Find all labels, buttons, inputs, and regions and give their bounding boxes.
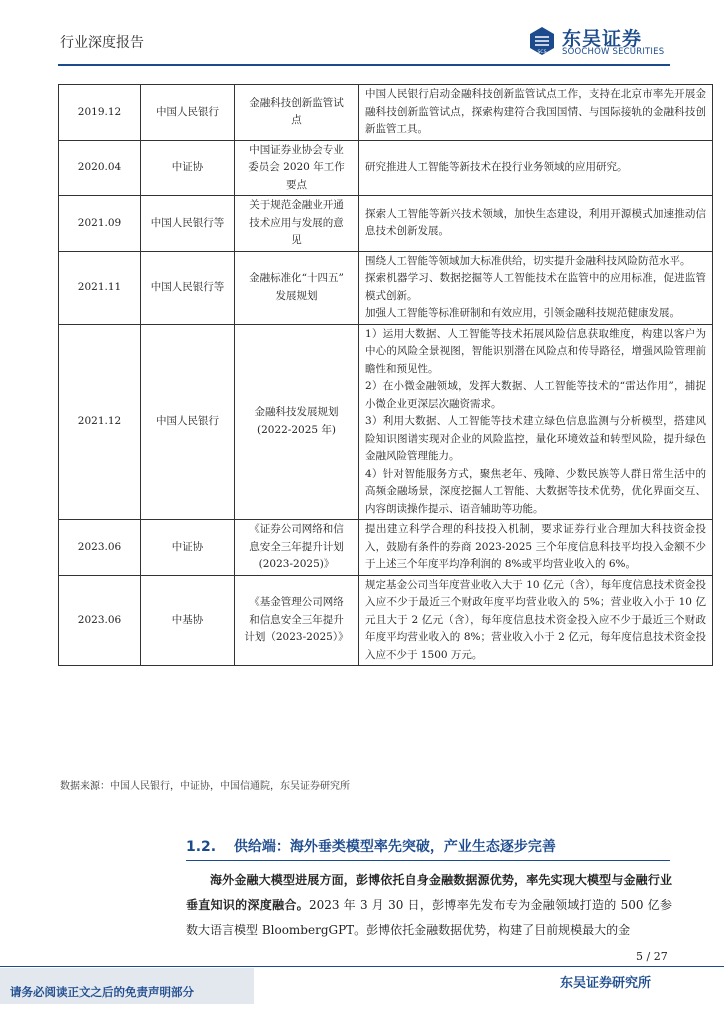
cell-content — [359, 140, 713, 196]
table-row — [59, 520, 713, 576]
footer-institute: 东吴证券研究所 — [560, 976, 652, 991]
data-source-note: 数据来源：中国人民银行，中证协，中国信通院，东吴证券研究所 — [60, 781, 350, 792]
policy-line: 关于规范金融业开通 — [249, 199, 344, 211]
content-paragraph: 1）运用大数据、人工智能等技术拓展风险信息获取维度，构建以客户为中心的风险全景视图，智能识别潜在风险点和传导路径，增强风险管理前瞻性和预见性。 — [365, 327, 706, 375]
section-title — [186, 836, 556, 856]
cell-org: 中国人民银行 — [141, 324, 235, 520]
cell-policy — [235, 140, 359, 196]
policy-line: 发展规划 — [275, 289, 318, 302]
policy-line: 和信息安全三年提升 — [249, 613, 344, 626]
cell-date: 2023.06 — [59, 575, 141, 666]
cell-org: 中国人民银行 — [141, 85, 235, 141]
policy-line: 金融科技发展规划 — [254, 406, 339, 419]
cell-date: 2021.09 — [59, 196, 141, 252]
table-row — [59, 140, 713, 196]
cell-policy — [235, 196, 359, 252]
policy-table — [58, 84, 713, 666]
content-paragraph: 研究推进人工智能等新技术在投行业务领域的应用研究。 — [365, 161, 628, 173]
cell-date: 2023.06 — [59, 520, 141, 576]
cell-date: 2020.04 — [59, 140, 141, 196]
content-paragraph: 加强人工智能等标准研制和有效应用，引领金融科技规范健康发展。 — [365, 307, 680, 319]
policy-line: 技术应用与发展的意 — [249, 216, 344, 229]
cell-policy — [235, 575, 359, 666]
section-rule — [186, 860, 670, 861]
policy-line: 《证券公司网络和信 — [249, 523, 344, 535]
cell-org: 中基协 — [141, 575, 235, 666]
cell-org: 中国人民银行等 — [141, 251, 235, 324]
content-paragraph: 中国人民银行启动金融科技创新监管试点工作，支持在北京市率先开展金融科技创新监管试点，探索构建符合我国国情、与国际接轨的金融科技创新监管工具。 — [365, 88, 706, 135]
policy-line: 金融标准化“十四五” — [249, 272, 344, 284]
cell-org: 中证协 — [141, 520, 235, 576]
content-paragraph: 探索人工智能等新兴技术领域，加快生态建设，利用开源模式加速推动信息技术创新发展。 — [365, 207, 706, 238]
table-row — [59, 196, 713, 252]
content-paragraph: 提出建立科学合理的科技投入机制，要求证券行业合理加大科技资金投入，鼓励有条件的券商 2023-2025 三个年度信息科技平均投入金额不少于上述三个年度平均净利润的 8%或平均营业收入的 6%。 — [365, 523, 706, 570]
cell-date: 2021.12 — [59, 324, 141, 520]
cell-content — [359, 85, 713, 141]
content-paragraph: 规定基金公司当年度营业收入大于 10 亿元（含），每年度信息技术资金投入应不少于最近三个财政年度平均营业收入的 5%；营业收入小于 10 亿元且大于 2 亿元（含），每年度信息技术资金投入应不少于最近三个财政年度平均营业收入的 8%；营业收入小于 2 亿元，每年度信息技术资金投入应不少于 1500 万元。 — [365, 578, 706, 661]
policy-line: 点 — [291, 114, 302, 127]
policy-line: 金融科技创新监管试 — [249, 96, 344, 109]
section-number: 1.2. — [186, 839, 217, 855]
table-row — [59, 85, 713, 141]
content-paragraph: 4）针对智能服务方式，聚焦老年、残障、少数民族等人群日常生活中的高频金融场景，深度挖掘人工智能、大数据等技术优势，优化界面交互、内容朗读操作提示、语音辅助等功能。 — [365, 467, 706, 515]
logo-mark-text: SCS — [537, 50, 547, 55]
body-paragraph — [186, 868, 672, 943]
logo-cn-text: 东吴证券 — [562, 28, 643, 50]
logo-en-text: SOOCHOW SECURITIES — [562, 47, 665, 57]
content-paragraph: 围绕人工智能等领域加大标准供给，切实提升金融科技风险防范水平。 — [365, 254, 691, 267]
cell-policy — [235, 251, 359, 324]
cell-content — [359, 196, 713, 252]
section-heading: 供给端：海外垂类模型率先突破，产业生态逐步完善 — [233, 839, 556, 855]
footer-rule — [0, 966, 724, 967]
cell-content — [359, 520, 713, 576]
policy-line: 《基金管理公司网络 — [249, 596, 344, 608]
content-paragraph: 3）利用大数据、人工智能等技术建立绿色信息监测与分析模型，搭建风险知识图谱实现对企业的风险监控，量化环境效益和转型风险，提升绿色金融风险管理能力。 — [365, 415, 706, 462]
page-number: 5 / 27 — [636, 950, 668, 963]
report-type-label: 行业深度报告 — [60, 35, 144, 51]
content-paragraph: 2）在小微金融领域，发挥大数据、人工智能等技术的“雷达作用”，捕捉小微企业更深层次融资需求。 — [365, 380, 706, 410]
content-paragraph: 探索机器学习、数据挖掘等人工智能技术在监管中的应用标准，促进监管模式创新。 — [365, 272, 706, 302]
company-logo — [528, 24, 703, 60]
policy-line: 中国证券业协会专业 — [249, 143, 344, 156]
policy-line: 委员会 2020 年工作 — [248, 161, 345, 173]
soochow-logo-icon — [528, 26, 556, 56]
cell-content — [359, 324, 713, 520]
cell-policy — [235, 520, 359, 576]
policy-line: (2022-2025 年) — [256, 423, 337, 436]
table-row — [59, 251, 713, 324]
table-row — [59, 575, 713, 666]
cell-content — [359, 575, 713, 666]
paragraph-text: 2023 年 3 月 30 日，彭博率先发布专为金融领域打造的 500 亿参数大语言模型 BloombergGPT。彭博依托金融数据优势，构建了目前规模最大的金 — [186, 898, 672, 937]
cell-org: 中国人民银行等 — [141, 196, 235, 252]
cell-policy — [235, 85, 359, 141]
disclaimer-text: 请务必阅读正文之后的免责声明部分 — [10, 985, 194, 999]
header-rule — [58, 64, 670, 66]
table-row — [59, 324, 713, 520]
policy-line: 计划（2023-2025）》 — [244, 631, 349, 643]
policy-line: 要点 — [286, 178, 307, 191]
cell-org: 中证协 — [141, 140, 235, 196]
policy-line: 见 — [291, 234, 302, 246]
cell-date: 2019.12 — [59, 85, 141, 141]
policy-line: 息安全三年提升计划 — [249, 540, 344, 553]
cell-policy — [235, 324, 359, 520]
policy-line: (2023-2025)》 — [258, 558, 335, 570]
paragraph-lead: 海外金融大模型进展方面，彭博依托自身金融数据源优势，率先实现大模型与金融行业垂直知识的深度融合。 — [186, 873, 672, 912]
cell-date: 2021.11 — [59, 251, 141, 324]
footer-disclaimer-box — [0, 968, 254, 1004]
cell-content — [359, 251, 713, 324]
